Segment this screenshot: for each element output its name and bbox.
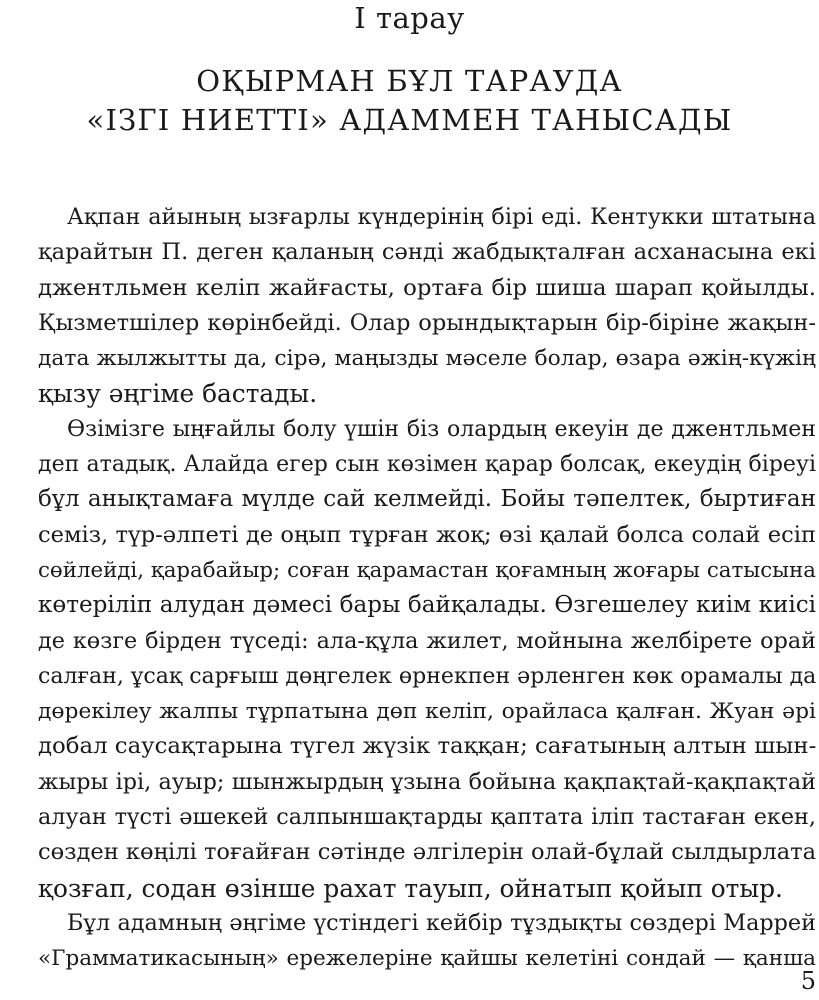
text-line: алуан түсті әшекей салпыншақтарды қаптата іліп тастаған екен, — [38, 804, 816, 831]
text-line: қозғап, содан өзінше рахат тауып, ойнатып қойып отыр. — [38, 873, 783, 903]
chapter-label: I тарау — [354, 1, 465, 35]
text-line: Бұл адамның әңгіме үстіндегі кейбір тұздықты сөздері Маррей — [67, 909, 816, 936]
chapter-title-line: ОҚЫРМАН БҰЛ ТАРАУДА — [196, 64, 623, 98]
chapter-title — [0, 62, 819, 140]
text-line: дата жылжытты да, сірә, маңызды мәселе болар, өзара әжің-күжің — [38, 346, 816, 372]
text-line: салған, ұсақ сарғыш дөңгелек өрнекпен әрленген көк орамалы да — [38, 663, 817, 689]
text-line: қарайтын П. деген қаланың сәнді жабдықталған асханасына екі — [38, 239, 816, 266]
text-line: дөрекілеу жалпы тұрпатына дөп келіп, орайласа қалған. Жуан әрі — [38, 699, 816, 725]
text-line: деп атадық. Алайда егер сын көзімен қарар болсақ, екеудің біреуі — [38, 452, 816, 478]
text-line: джентльмен келіп жайғасты, ортаға бір шиша шарап қойылды. — [38, 274, 816, 301]
text-line: семіз, түр-әлпеті де оңып тұрған жоқ; өзі қалай болса солай есіп — [38, 521, 816, 548]
text-line: Қызметшілер көрінбейді. Олар орындықтарын бір-біріне жақын- — [38, 309, 816, 336]
text-line: Ақпан айының ызғарлы күндерінің бірі еді. Кентукки штатына — [67, 204, 816, 230]
text-line: добал саусақтарына түгел жүзік таққан; сағатының алтын шын- — [38, 733, 817, 760]
text-line: жыры ірі, ауыр; шынжырдың ұзына бойына қақпақтай-қақпақтай — [38, 768, 816, 795]
text-line: көтеріліп алудан дәмесі бары байқалады. Өзгешелеу киім киісі — [38, 592, 816, 619]
text-line: сөзден көңілі тоғайған сәтінде әлгілерін олай-бұлай сылдырлата — [38, 839, 817, 866]
body-text — [38, 200, 816, 977]
text-line: Өзімізге ыңғайлы болу үшін біз олардың екеуін де джентльмен — [67, 416, 816, 442]
text-line: қызу әңгіме бастады. — [38, 379, 318, 409]
text-line: де көзге бірден түседі: ала-құла жилет, мойнына желбірете орай — [38, 627, 816, 654]
text-line: «Грамматикасының» ережелеріне қайшы келетіні сондай — қанша — [38, 946, 816, 972]
text-line: бұл анықтамаға мүлде сай келмейді. Бойы тәпелтек, быртиған — [38, 486, 816, 513]
page-number: 5 — [800, 967, 816, 995]
text-line: сөйлейді, қарабайыр; соған қарамастан қоғамның жоғары сатысына — [38, 557, 816, 583]
chapter-title-line: «ІЗГІ НИЕТТІ» АДАММЕН ТАНЫСАДЫ — [86, 103, 733, 137]
